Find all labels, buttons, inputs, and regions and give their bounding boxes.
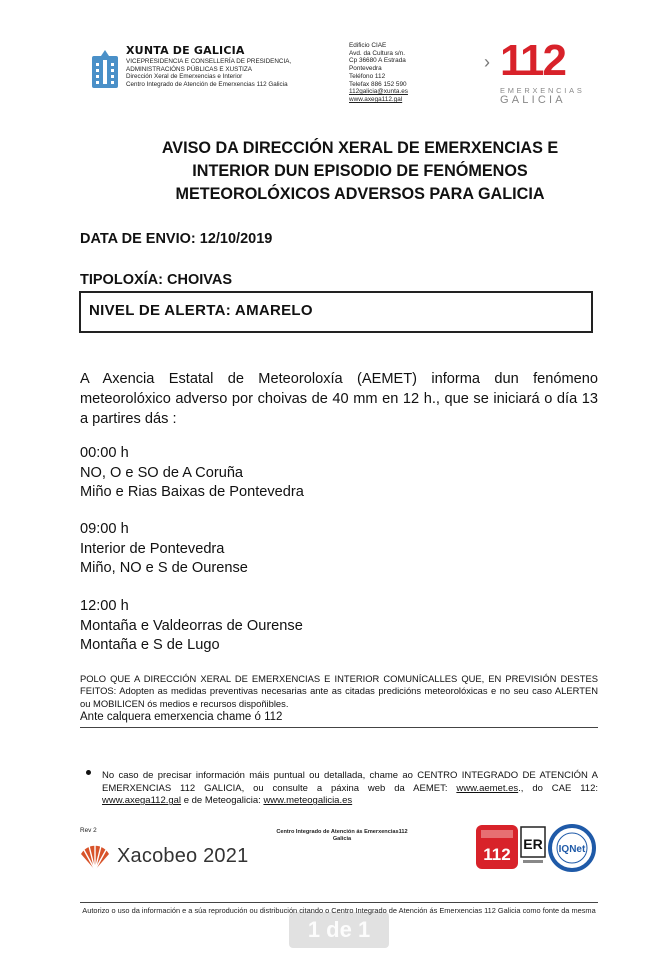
contact-web-link[interactable]: www.axega112.gal <box>349 95 403 103</box>
title-line: AVISO DA DIRECCIÓN XERAL DE EMERXENCIAS E <box>161 139 559 157</box>
brand-line-galicia: GALICIA <box>500 94 566 106</box>
schedule-area: Miño e Rias Baixas de Pontevedra <box>80 484 304 500</box>
info-text: e de Meteogalicia: <box>183 795 264 807</box>
brand-112-number: 112 <box>500 36 565 85</box>
schedule-time: 12:00 h <box>80 598 129 614</box>
footer-note: Autorizo o uso da información e a súa reprodución ou distribución citando o Centro Integrado de Atención ás Emerxencias 112 Galicia como fonte da mesma <box>82 906 596 915</box>
title-line: INTERIOR DUN EPISODIO DE FENÓMENOS <box>192 162 528 180</box>
cert-er-text: ER <box>523 836 543 852</box>
center-line: Centro Integrado de Atención ás Emerxencias112 <box>276 829 408 835</box>
document-title <box>140 137 580 206</box>
typology: TIPOLOXÍA: CHOIVAS <box>80 272 232 288</box>
aemet-link[interactable]: www.aemet.es <box>456 782 519 794</box>
meteogalicia-link[interactable]: www.meteogalicia.es <box>263 795 353 807</box>
emergency-line: Ante calquera emerxencia chame ó 112 <box>80 711 283 724</box>
certification-112-badge-icon <box>475 824 519 870</box>
footer-divider <box>80 902 598 903</box>
xacobeo-shell-icon <box>78 840 112 872</box>
org-header <box>126 44 346 88</box>
bullet-icon <box>86 770 91 775</box>
contact-email-link[interactable]: 112galicia@xunta.es <box>349 88 408 96</box>
contact-line: Teléfono 112 <box>349 72 386 80</box>
info-text: ., do CAE 112: <box>518 782 598 794</box>
schedule-area: Montaña e S de Lugo <box>80 637 220 653</box>
xunta-coat-of-arms-icon <box>92 50 118 90</box>
org-title: XUNTA DE GALICIA <box>126 44 245 57</box>
org-line: VICEPRESIDENCIA E CONSELLERÍA DE PRESIDENCIA, <box>126 58 292 65</box>
org-line: ADMINISTRACIÓNS PÚBLICAS E XUSTIZA <box>126 65 252 73</box>
contact-line: Edificio CIAE <box>349 42 387 49</box>
contact-line: Pontevedra <box>349 65 382 73</box>
contact-line: Telefax 886 152 590 <box>349 80 407 88</box>
notice-block <box>80 673 598 725</box>
contact-line: Cp 36680 A Estrada <box>349 57 406 65</box>
center-line: Galicia <box>332 836 352 842</box>
certification-iqnet-badge-icon <box>548 824 596 872</box>
contact-block <box>349 42 469 104</box>
xacobeo-label: Xacobeo 2021 <box>117 845 249 867</box>
info-text: No caso de precisar información máis puntual ou detallada, chame ao CENTRO INTEGRADO DE ATENCIÓN A EMERXENCIAS 112 GALICIA, ou consulte a páxina web da AEMET: <box>102 770 598 794</box>
revision-label: Rev 2 <box>80 827 97 834</box>
chevron-right-icon: › <box>484 52 490 72</box>
alert-level: NIVEL DE ALERTA: AMARELO <box>89 302 313 319</box>
schedule-time: 00:00 h <box>80 445 129 461</box>
org-line: Centro Integrado de Atención de Emerxencias 112 Galicia <box>126 80 288 88</box>
info-bullet <box>102 770 598 808</box>
page-indicator: 1 de 1 <box>307 917 371 942</box>
schedule-block-1 <box>80 444 500 503</box>
cert-iqnet-text: IQNet <box>558 844 586 855</box>
divider <box>80 727 598 728</box>
org-line: Dirección Xeral de Emerxencias e Interior <box>126 73 243 81</box>
contact-line: Avd. da Cultura s/n. <box>349 49 406 57</box>
schedule-area: Montaña e Valdeorras de Ourense <box>80 617 303 634</box>
schedule-area: NO, O e SO de A Coruña <box>80 464 244 481</box>
brand-line-emerxencias: EMERXENCIAS <box>500 86 585 95</box>
axega-link[interactable]: www.axega112.gal <box>102 795 182 807</box>
center-label <box>262 829 422 843</box>
schedule-block-2 <box>80 520 500 579</box>
schedule-time: 09:00 h <box>80 521 129 537</box>
schedule-block-3 <box>80 597 500 656</box>
cert-112-text: 112 <box>483 845 511 864</box>
title-line: METEOROLÓXICOS ADVERSOS PARA GALICIA <box>175 185 545 203</box>
notice-text: POLO QUE A DIRECCIÓN XERAL DE EMERXENCIAS E INTERIOR COMUNÍCALLES QUE, EN PREVISIÓN DESTES FEITOS: Adopten as medidas preventivas necesarias ante as citadas predicións meteorolóxicas e no seu caso ALERTEN ou MOBILICEN ós medios e recursos dispoñibles. <box>80 673 598 709</box>
send-date: DATA DE ENVIO: 12/10/2019 <box>80 231 273 247</box>
schedule-area: Miño, NO e S de Ourense <box>80 560 248 576</box>
certification-er-badge-icon <box>520 825 546 869</box>
intro-paragraph: A Axencia Estatal de Meteoroloxía (AEMET) informa dun fenómeno meteorolóxico adverso por choivas de 40 mm en 12 h., que se iniciará o día 13 a partires dás : <box>80 371 598 427</box>
schedule-area: Interior de Pontevedra <box>80 540 225 557</box>
